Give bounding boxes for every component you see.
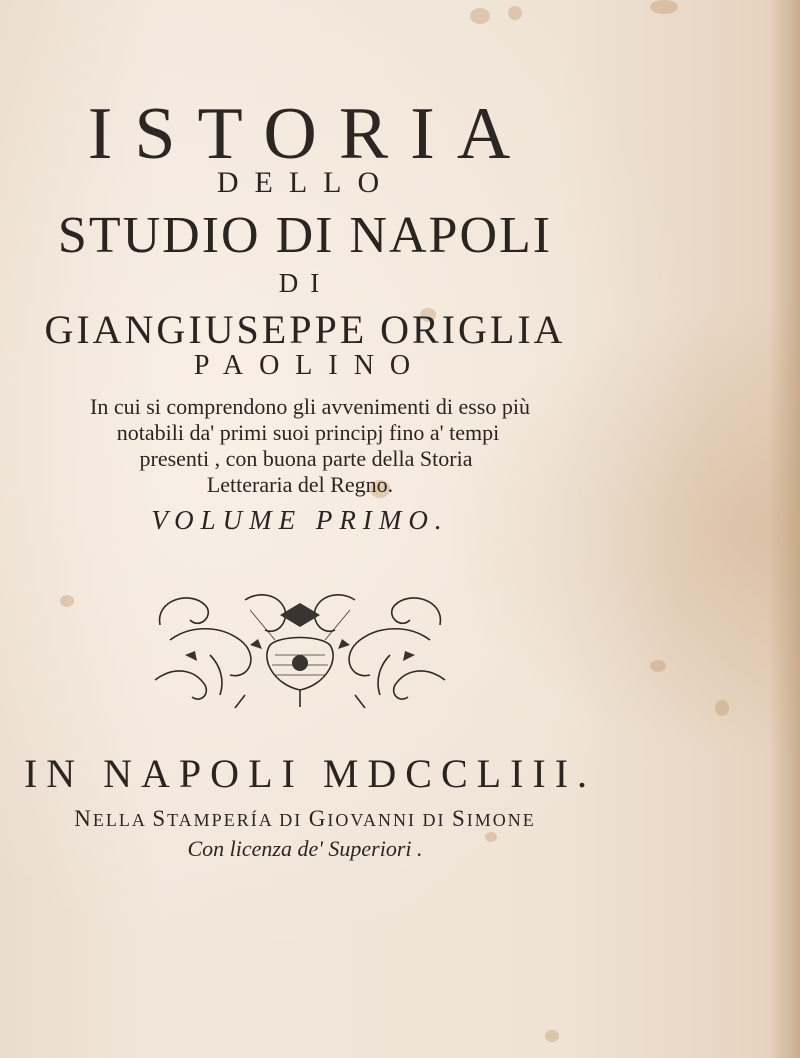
description-line: notabili da' primi suoi principj fino a' tempi	[116, 420, 500, 445]
foxing-spot	[545, 1030, 559, 1042]
title-preposition: DELLO	[216, 166, 396, 199]
printer-word: IMONE	[466, 810, 536, 830]
by-line: DI	[278, 268, 332, 298]
floral-ornament-icon	[150, 585, 450, 710]
printer-word: IOVANNI	[327, 810, 416, 830]
book-title: ISTORIA	[87, 93, 533, 175]
description-line: Letteraria del Regno.	[206, 472, 394, 497]
foxing-spot	[715, 700, 729, 716]
author-suffix: PAOLINO	[193, 350, 427, 381]
volume-label: VOLUME PRIMO.	[151, 505, 449, 535]
license-note: Con licenza de' Superiori .	[187, 836, 423, 861]
foxing-spot	[470, 8, 490, 24]
description-line: In cui si comprendono gli avvenimenti di esso più	[90, 394, 530, 419]
imprint: IN NAPOLI MDCCLIII.	[23, 751, 597, 796]
foxing-spot	[650, 660, 666, 672]
printer-word: TAMPERÍA	[167, 810, 273, 830]
title-subject: STUDIO DI NAPOLI	[57, 207, 553, 264]
foxing-spot	[650, 0, 678, 14]
description-line: presenti , con buona parte della Storia	[139, 446, 473, 471]
foxing-spot	[60, 595, 74, 607]
printer-word: ELLA	[92, 810, 146, 830]
author-name: GIANGIUSEPPE ORIGLIA	[44, 307, 566, 352]
printer-line	[5, 806, 605, 832]
printer-word: DI	[279, 810, 303, 830]
printer-word: DI	[422, 810, 446, 830]
printer-word-cap: S	[452, 806, 467, 831]
foxing-spot	[508, 6, 522, 20]
printer-word-cap: S	[152, 806, 168, 831]
printer-word-cap: G	[308, 806, 328, 831]
printer-word-cap: N	[74, 806, 93, 831]
